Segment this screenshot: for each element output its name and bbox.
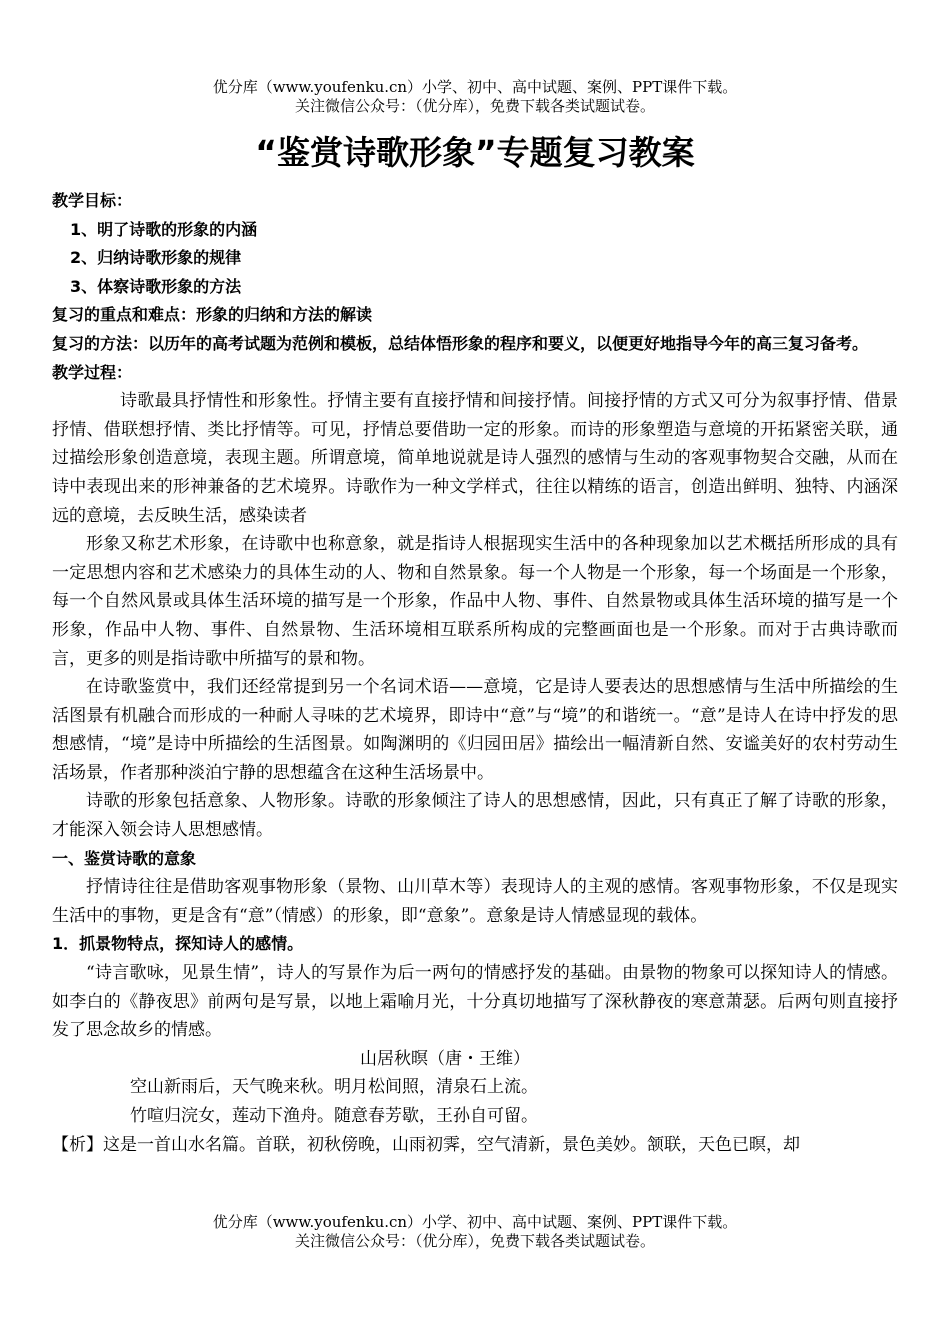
document-body — [52, 187, 898, 1159]
goal-item: 1、明了诗歌的形象的内涵 — [70, 219, 258, 239]
goal-item: 3、体察诗歌形象的方法 — [70, 276, 242, 296]
section-intro: 抒情诗往往是借助客观事物形象（景物、山川草木等）表现诗人的主观的感情。客观事物形象，不仅是现实生活中的事物，更是含有“意”（情感）的形象，即“意象”。意象是诗人情感显现的载体。 — [52, 877, 898, 926]
goals-heading: 教学目标： — [52, 191, 133, 210]
section-heading: 一、鉴赏诗歌的意象 — [52, 848, 197, 868]
paragraph: 形象又称艺术形象，在诗歌中也称意象，就是指诗人根据现实生活中的各种现象加以艺术概括所形成的具有一定思想内容和艺术感染力的具体生动的人、物和自然景象。每一个人物是一个形象，每一个场面是一个形象，每一个自然风景或具体生活环境的描写是一个形象，作品中人物、事件、自然景物或具体生活环境的描写是一个形象，作品中人物、事件、自然景物、生活环境相互联系所构成的完整画面也是一个形象。而对于古典诗歌而言，更多的则是指诗歌中所描写的景和物。 — [52, 534, 898, 669]
analysis-text: 【析】这是一首山水名篇。首联，初秋傍晚，山雨初霁，空气清新，景色美妙。颔联，天色已暝，却 — [52, 1134, 800, 1155]
paragraph: 在诗歌鉴赏中，我们还经常提到另一个名词术语——意境，它是诗人要表达的思想感情与生活中所描绘的生活图景有机融合而形成的一种耐人寻味的艺术境界，即诗中“意”与“境”的和谐统一。“意”是诗人在诗中抒发的思想感情，“境”是诗中所描绘的生活图景。如陶渊明的《归园田居》描绘出一幅清新自然、安谧美好的农村劳动生活场景，作者那种淡泊宁静的思想蕴含在这种生活场景中。 — [52, 677, 898, 783]
method-line: 复习的方法：以历年的高考试题为范例和模板，总结体悟形象的程序和要义，以便更好地指导今年的高三复习备考。 — [52, 333, 869, 353]
paragraph: 诗歌最具抒情性和形象性。抒情主要有直接抒情和间接抒情。间接抒情的方式又可分为叙事抒情、借景抒情、借联想抒情、类比抒情等。可见，抒情总要借助一定的形象。而诗的形象塑造与意境的开拓紧密关联，通过描绘形象创造意境，表现主题。所谓意境，简单地说就是诗人强烈的感情与生动的客观事物契合交融，从而在诗中表现出来的形神兼备的艺术境界。诗歌作为一种文学样式，往往以精练的语言，创造出鲜明、独特、内涵深远的意境，去反映生活，感染读者 — [52, 391, 898, 526]
poem-title: 山居秋暝（唐・王维） — [360, 1048, 530, 1069]
header-line-1: 优分库（www.youfenku.cn）小学、初中、高中试题、案例、PPT课件下载。 — [212, 78, 738, 96]
subsection-text: “诗言歌咏，见景生情”，诗人的写景作为后一两句的情感抒发的基础。由景物的物象可以探知诗人的情感。如李白的《静夜思》前两句是写景，以地上霜喻月光，十分真切地描写了深秋静夜的寒意萧瑟。后两句则直接抒发了思念故乡的情感。 — [52, 963, 898, 1041]
page-footer — [0, 1213, 950, 1251]
goal-item: 2、归纳诗歌形象的规律 — [70, 248, 242, 268]
poem-line: 空山新雨后，天气晚来秋。明月松间照，清泉石上流。 — [130, 1077, 538, 1098]
focus-line: 复习的重点和难点：形象的归纳和方法的解读 — [52, 305, 373, 325]
footer-line-2: 关注微信公众号：（优分库），免费下载各类试题试卷。 — [294, 1232, 655, 1250]
document-title: “鉴赏诗歌形象”专题复习教案 — [255, 133, 695, 172]
header-line-2: 关注微信公众号：（优分库），免费下载各类试题试卷。 — [294, 97, 655, 115]
paragraph: 诗歌的形象包括意象、人物形象。诗歌的形象倾注了诗人的思想感情，因此，只有真正了解了诗歌的形象，才能深入领会诗人思想感情。 — [52, 791, 898, 841]
process-heading: 教学过程： — [52, 362, 133, 382]
subsection-heading: 1．抓景物特点，探知诗人的感情。 — [52, 934, 304, 954]
footer-line-1: 优分库（www.youfenku.cn）小学、初中、高中试题、案例、PPT课件下载。 — [212, 1213, 738, 1231]
poem-line: 竹喧归浣女，莲动下渔舟。随意春芳歇，王孙自可留。 — [130, 1106, 538, 1126]
page-header — [0, 78, 950, 116]
